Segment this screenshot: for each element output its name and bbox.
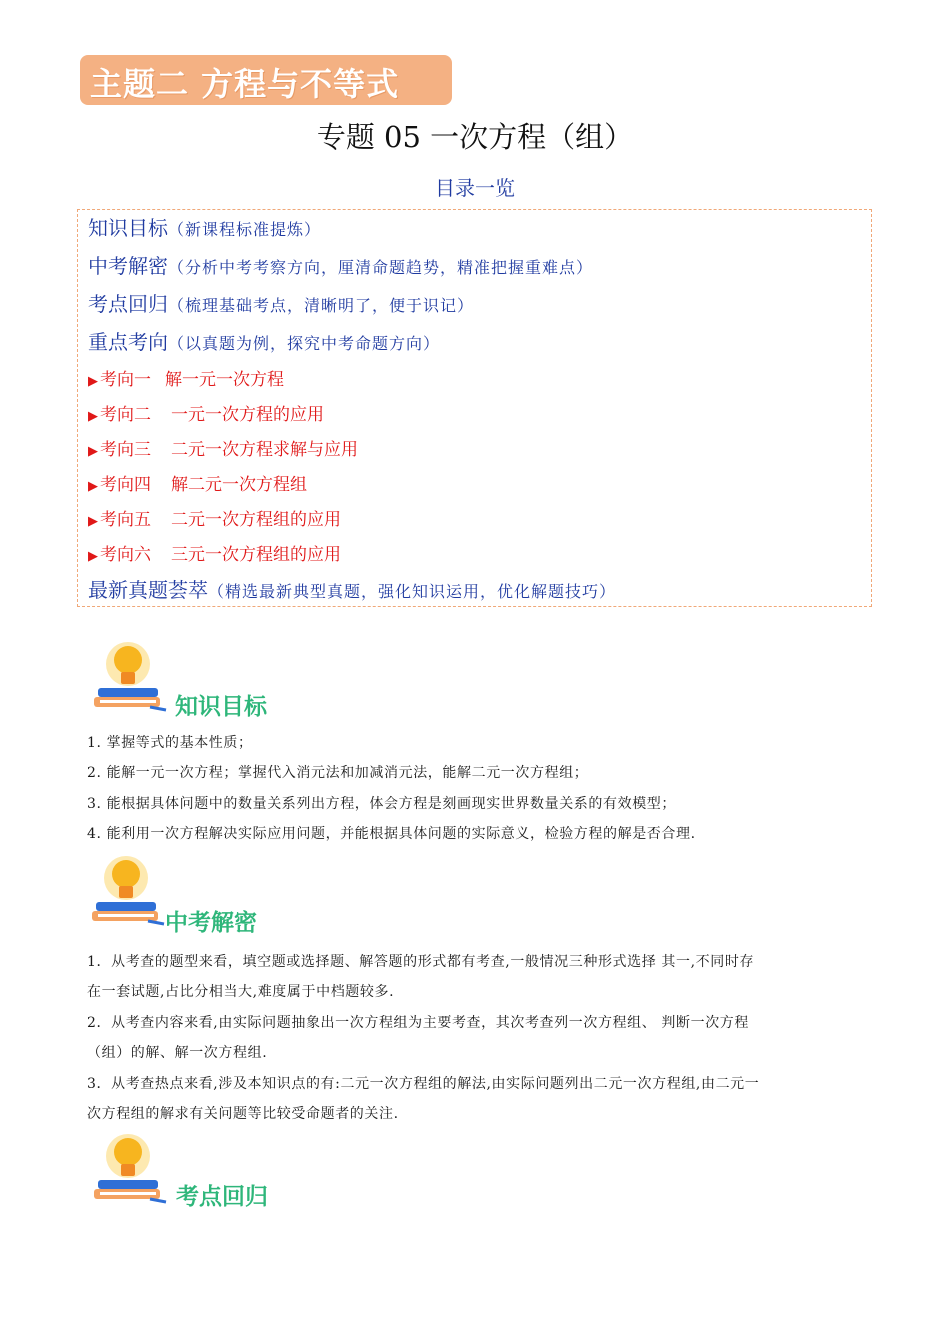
triangle-bullet-icon: ▶	[88, 479, 98, 494]
toc-item-label: 最新真题荟萃	[88, 578, 208, 602]
triangle-bullet-icon: ▶	[88, 444, 98, 459]
paragraph-line: 1. 掌握等式的基本性质；	[87, 735, 253, 751]
toc-item-note: （新课程标准提炼）	[168, 220, 322, 239]
toc-item-label: 重点考向	[88, 330, 168, 354]
toc-sub-item[interactable]: ▶ 考向六 三元一次方程组的应用	[88, 545, 341, 565]
toc-item-zhongkao[interactable]	[88, 250, 593, 279]
toc-sub-item[interactable]: ▶ 考向三 二元一次方程求解与应用	[88, 440, 358, 460]
paragraph-line: 4. 能利用一次方程解决实际应用问题，并能根据具体问题的实际意义，检验方程的解是否合理.	[87, 826, 696, 842]
section-title-zhishi: 知识目标	[175, 694, 267, 720]
lightbulb-books-icon	[88, 1128, 168, 1212]
paragraph-line: 3. 能根据具体问题中的数量关系列出方程，体会方程是刻画现实世界数量关系的有效模型；	[87, 796, 677, 812]
paragraph-line: 1．从考查的题型来看，填空题或选择题、解答题的形式都有考查,一般情况三种形式选择 其一,不同时存	[87, 954, 755, 970]
section-title-kaodian: 考点回归	[176, 1184, 268, 1210]
toc-item-note: （以真题为例，探究中考命题方向）	[168, 334, 441, 353]
triangle-bullet-icon: ▶	[88, 514, 98, 529]
lightbulb-books-icon	[86, 850, 166, 934]
paragraph-line: 3．从考查热点来看,涉及本知识点的有:二元一次方程组的解法,由实际问题列出二元一次方程组,由二元一	[87, 1076, 760, 1092]
toc-item-label: 中考解密	[88, 254, 168, 278]
paragraph-line: 在一套试题,占比分相当大,难度属于中档题较多.	[87, 984, 395, 1000]
toc-sub-item[interactable]: ▶ 考向四 解二元一次方程组	[88, 475, 307, 495]
toc-item-label: 考点回归	[88, 292, 168, 316]
toc-item-note: （分析中考考察方向，厘清命题趋势，精准把握重难点）	[168, 258, 594, 277]
triangle-bullet-icon: ▶	[88, 374, 98, 389]
lightbulb-books-icon	[88, 636, 168, 720]
table-of-contents	[77, 209, 872, 607]
document-title: 专题 05 一次方程（组）	[316, 120, 634, 154]
toc-item-zhenti[interactable]	[88, 574, 616, 603]
toc-sub-item[interactable]: ▶ 考向二 一元一次方程的应用	[88, 405, 324, 425]
toc-sub-item[interactable]: ▶ 考向五 二元一次方程组的应用	[88, 510, 341, 530]
banner-text: 主题二 方程与不等式	[90, 65, 400, 103]
triangle-bullet-icon: ▶	[88, 549, 98, 564]
toc-item-label: 知识目标	[88, 216, 168, 240]
theme-banner	[80, 55, 452, 105]
paragraph-line: 2．从考查内容来看,由实际问题抽象出一次方程组为主要考查，其次考查列一次方程组、 判断一次方程	[87, 1015, 750, 1031]
toc-item-note: （精选最新典型真题，强化知识运用，优化解题技巧）	[208, 582, 617, 601]
paragraph-line: （组）的解、解一次方程组.	[87, 1045, 268, 1061]
section-title-zhongkao: 中考解密	[165, 910, 257, 936]
toc-item-zhishi[interactable]	[88, 212, 321, 241]
toc-heading: 目录一览	[435, 176, 515, 200]
paragraph-line: 次方程组的解求有关问题等比较受命题者的关注.	[87, 1106, 399, 1122]
toc-item-kaoxiang[interactable]	[88, 326, 440, 355]
toc-item-note: （梳理基础考点，清晰明了，便于识记）	[168, 296, 475, 315]
toc-item-kaodian[interactable]	[88, 288, 474, 317]
triangle-bullet-icon: ▶	[88, 409, 98, 424]
toc-sub-item[interactable]: ▶ 考向一 解一元一次方程	[88, 370, 284, 390]
paragraph-line: 2. 能解一元一次方程；掌握代入消元法和加减消元法，能解二元一次方程组；	[87, 765, 589, 781]
